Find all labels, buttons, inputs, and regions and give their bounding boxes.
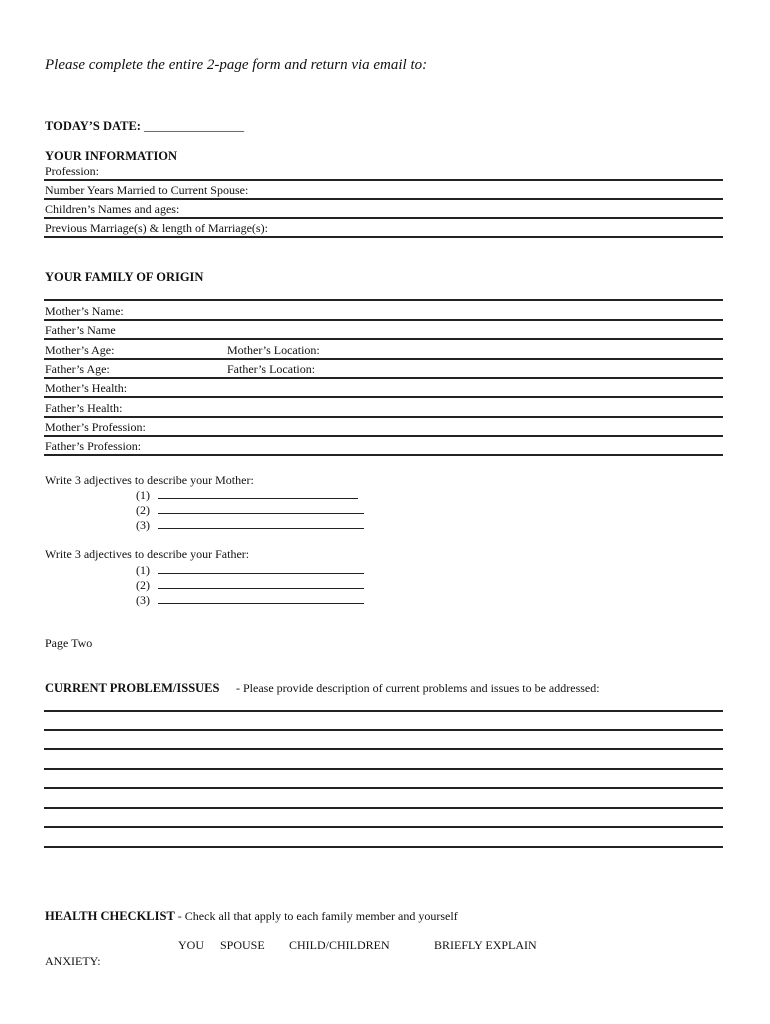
mother-adjectives-label: Write 3 adjectives to describe your Mother: — [45, 473, 254, 487]
profession-field[interactable]: Profession: — [45, 164, 99, 178]
current-problem-heading: CURRENT PROBLEM/ISSUES — [45, 681, 220, 695]
mother-health-field[interactable]: Mother’s Health: — [45, 381, 128, 395]
father-location-field[interactable]: Father’s Location: — [227, 362, 316, 376]
rule — [44, 236, 723, 238]
father-adjective-1[interactable] — [136, 563, 364, 578]
years-married-field[interactable]: Number Years Married to Current Spouse: — [45, 183, 249, 197]
mother-name-field[interactable]: Mother’s Name: — [45, 304, 124, 318]
previous-marriages-field[interactable]: Previous Marriage(s) & length of Marriage(s): — [45, 221, 268, 235]
todays-date-field[interactable] — [45, 119, 244, 134]
rule — [44, 299, 723, 301]
mother-adjective-1[interactable] — [136, 488, 358, 503]
todays-date-blank: ________________ — [144, 119, 245, 133]
mother-location-field[interactable]: Mother’s Location: — [227, 343, 320, 357]
rule — [44, 358, 723, 360]
form-intro: Please complete the entire 2-page form and return via email to: — [45, 57, 428, 73]
answer-line[interactable] — [44, 846, 723, 848]
mother-adjective-3[interactable] — [136, 518, 364, 533]
column-header-you: YOU — [178, 938, 204, 952]
father-profession-field[interactable]: Father’s Profession: — [45, 439, 142, 453]
mother-age-field[interactable]: Mother’s Age: — [45, 343, 115, 357]
answer-line[interactable] — [44, 826, 723, 828]
father-age-field[interactable]: Father’s Age: — [45, 362, 110, 376]
answer-line[interactable] — [44, 787, 723, 789]
answer-line — [158, 488, 358, 499]
answer-line — [158, 593, 364, 604]
rule — [44, 338, 723, 340]
item-number: (1) — [136, 488, 150, 502]
answer-line — [158, 578, 364, 589]
rule — [44, 454, 723, 456]
father-adjective-3[interactable] — [136, 593, 364, 608]
answer-line — [158, 563, 364, 574]
mother-profession-field[interactable]: Mother’s Profession: — [45, 420, 146, 434]
health-checklist-instruction: - Check all that apply to each family member and yourself — [174, 909, 458, 923]
health-checklist-heading: HEALTH CHECKLIST — [45, 909, 175, 923]
column-header-explain: BRIEFLY EXPLAIN — [434, 938, 537, 952]
answer-line — [158, 503, 364, 514]
children-names-field[interactable]: Children’s Names and ages: — [45, 202, 180, 216]
item-number: (3) — [136, 593, 150, 607]
rule — [44, 435, 723, 437]
rule — [44, 396, 723, 398]
rule — [44, 319, 723, 321]
item-number: (3) — [136, 518, 150, 532]
health-checklist-title — [45, 909, 458, 924]
father-health-field[interactable]: Father’s Health: — [45, 401, 123, 415]
father-name-field[interactable]: Father’s Name — [45, 323, 116, 337]
answer-line[interactable] — [44, 807, 723, 809]
rule — [44, 198, 723, 200]
father-adjectives-label: Write 3 adjectives to describe your Father: — [45, 547, 250, 561]
item-number: (2) — [136, 578, 150, 592]
rule — [44, 377, 723, 379]
family-of-origin-heading: YOUR FAMILY OF ORIGIN — [45, 270, 204, 284]
column-header-spouse: SPOUSE — [220, 938, 265, 952]
answer-line[interactable] — [44, 768, 723, 770]
answer-line[interactable] — [44, 729, 723, 731]
mother-adjective-2[interactable] — [136, 503, 364, 518]
answer-line — [158, 518, 364, 529]
rule — [44, 217, 723, 219]
item-number: (1) — [136, 563, 150, 577]
rule — [44, 416, 723, 418]
answer-line[interactable] — [44, 748, 723, 750]
anxiety-row-label: ANXIETY: — [45, 954, 101, 968]
item-number: (2) — [136, 503, 150, 517]
answer-line[interactable] — [44, 710, 723, 712]
your-information-heading: YOUR INFORMATION — [45, 149, 178, 163]
father-adjective-2[interactable] — [136, 578, 364, 593]
page-two-label: Page Two — [45, 636, 93, 650]
todays-date-label: TODAY’S DATE: — [45, 119, 141, 133]
current-problem-instruction: - Please provide description of current problems and issues to be addressed: — [236, 681, 600, 695]
column-header-children: CHILD/CHILDREN — [289, 938, 390, 952]
rule — [44, 179, 723, 181]
